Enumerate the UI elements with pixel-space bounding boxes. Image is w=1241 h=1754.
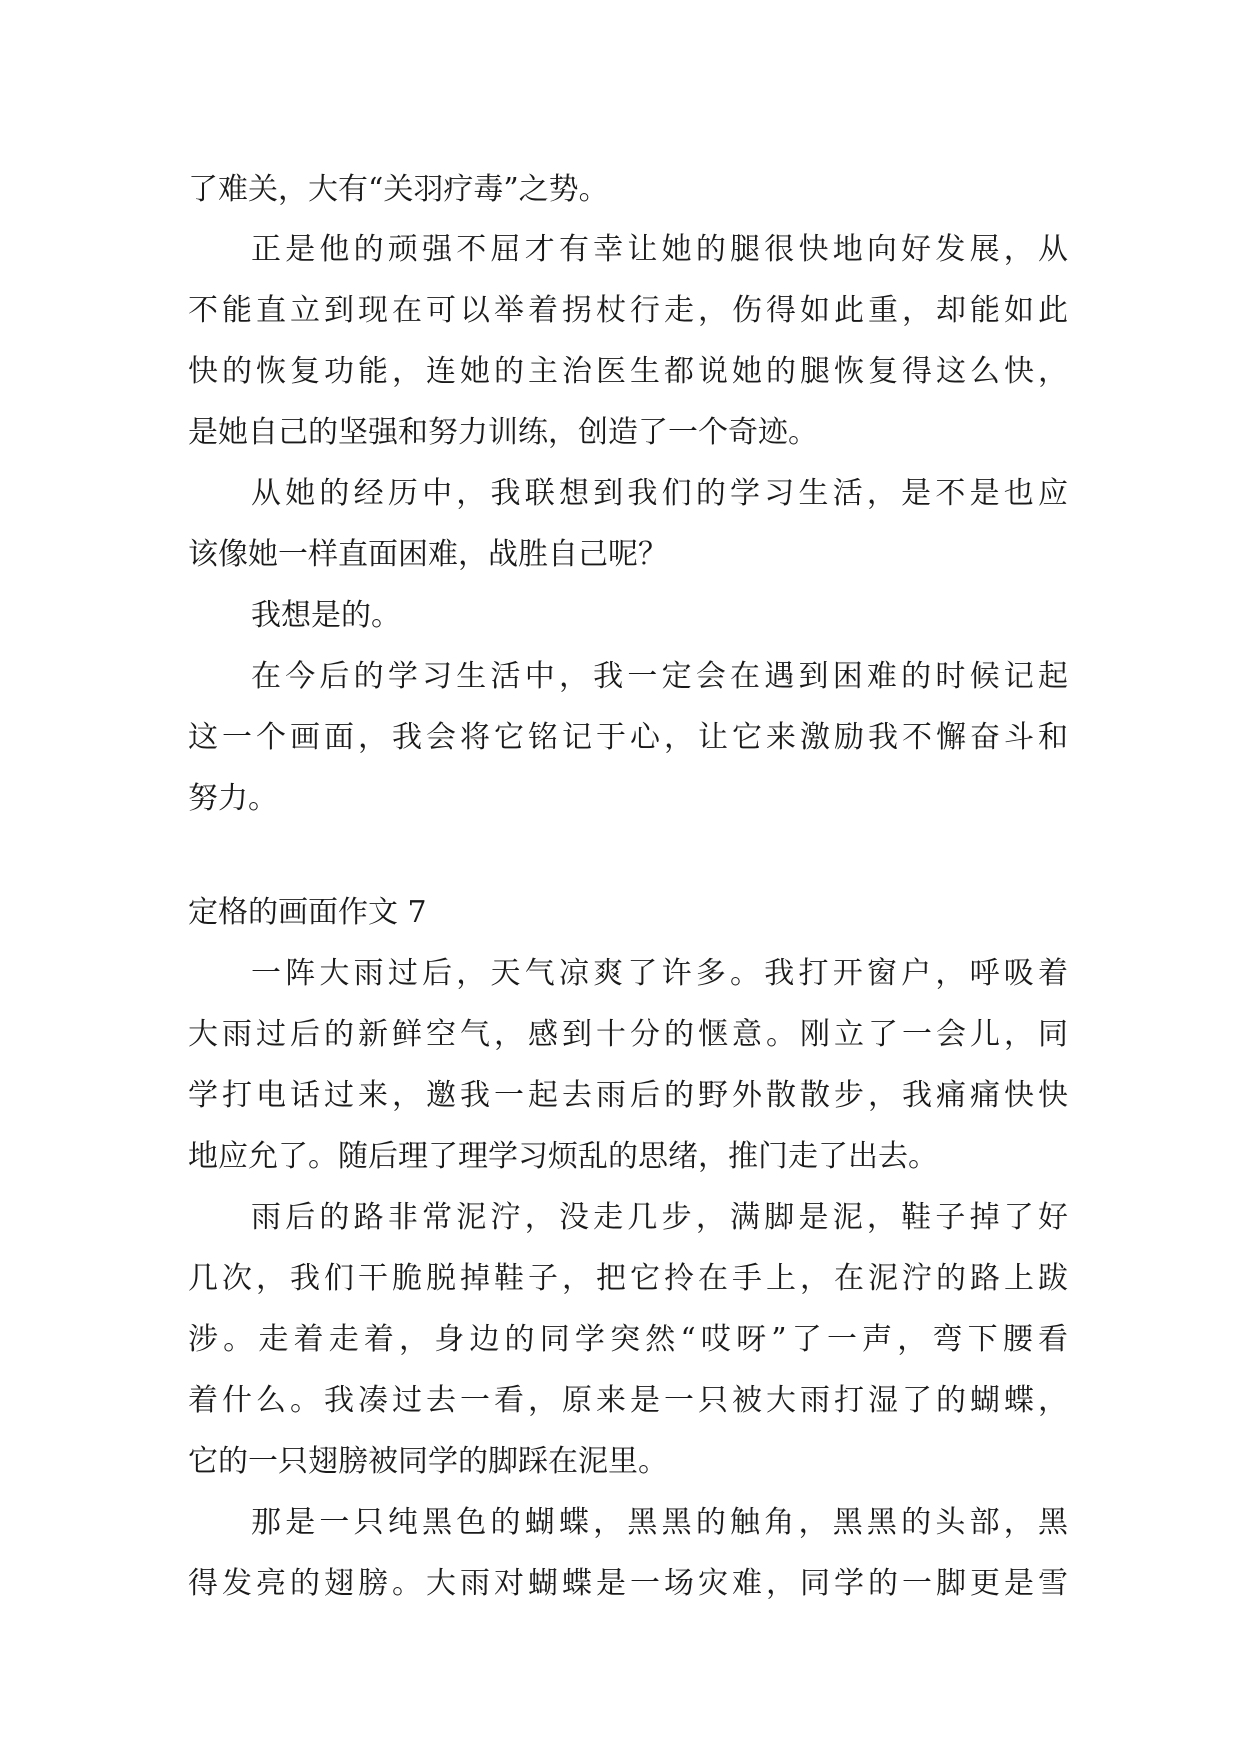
text-line: 正是他的顽强不屈才有幸让她的腿很快地向好发展，从 (251, 232, 1068, 267)
text-line: 了难关，大有“关羽疗毒”之势。 (188, 172, 609, 207)
text-line: 地应允了。随后理了理学习烦乱的思绪，推门走了出去。 (188, 1139, 938, 1174)
text-line: 着什么。我凑过去一看，原来是一只被大雨打湿了的蝴蝶， (188, 1383, 1068, 1418)
text-line: 是她自己的坚强和努力训练，创造了一个奇迹。 (188, 415, 818, 450)
text-line: 一阵大雨过后，天气凉爽了许多。我打开窗户，呼吸着 (251, 956, 1068, 991)
text-line: 这一个画面，我会将它铭记于心，让它来激励我不懈奋斗和 (188, 720, 1068, 755)
text-line: 从她的经历中，我联想到我们的学习生活，是不是也应 (251, 476, 1068, 511)
text-line: 该像她一样直面困难，战胜自己呢？ (188, 537, 668, 572)
text-line: 几次，我们干脆脱掉鞋子，把它拎在手上，在泥泞的路上跋 (188, 1261, 1068, 1296)
text-line: 雨后的路非常泥泞，没走几步，满脚是泥，鞋子掉了好 (251, 1200, 1068, 1235)
text-line: 得发亮的翅膀。大雨对蝴蝶是一场灾难，同学的一脚更是雪 (188, 1566, 1068, 1601)
text-line: 不能直立到现在可以举着拐杖行走，伤得如此重，却能如此 (188, 293, 1068, 328)
section-heading: 定格的画面作文 7 (188, 895, 427, 930)
text-line: 努力。 (188, 781, 278, 816)
text-line: 那是一只纯黑色的蝴蝶，黑黑的触角，黑黑的头部，黑 (251, 1505, 1068, 1540)
text-line: 快的恢复功能，连她的主治医生都说她的腿恢复得这么快， (188, 354, 1068, 389)
text-line: 在今后的学习生活中，我一定会在遇到困难的时候记起 (251, 659, 1068, 694)
text-line: 涉。走着走着，身边的同学突然“哎呀”了一声，弯下腰看 (188, 1322, 1068, 1357)
text-line: 我想是的。 (251, 598, 401, 633)
text-line: 大雨过后的新鲜空气，感到十分的惬意。刚立了一会儿，同 (188, 1017, 1068, 1052)
text-line: 它的一只翅膀被同学的脚踩在泥里。 (188, 1444, 668, 1479)
text-line: 学打电话过来，邀我一起去雨后的野外散散步，我痛痛快快 (188, 1078, 1068, 1113)
